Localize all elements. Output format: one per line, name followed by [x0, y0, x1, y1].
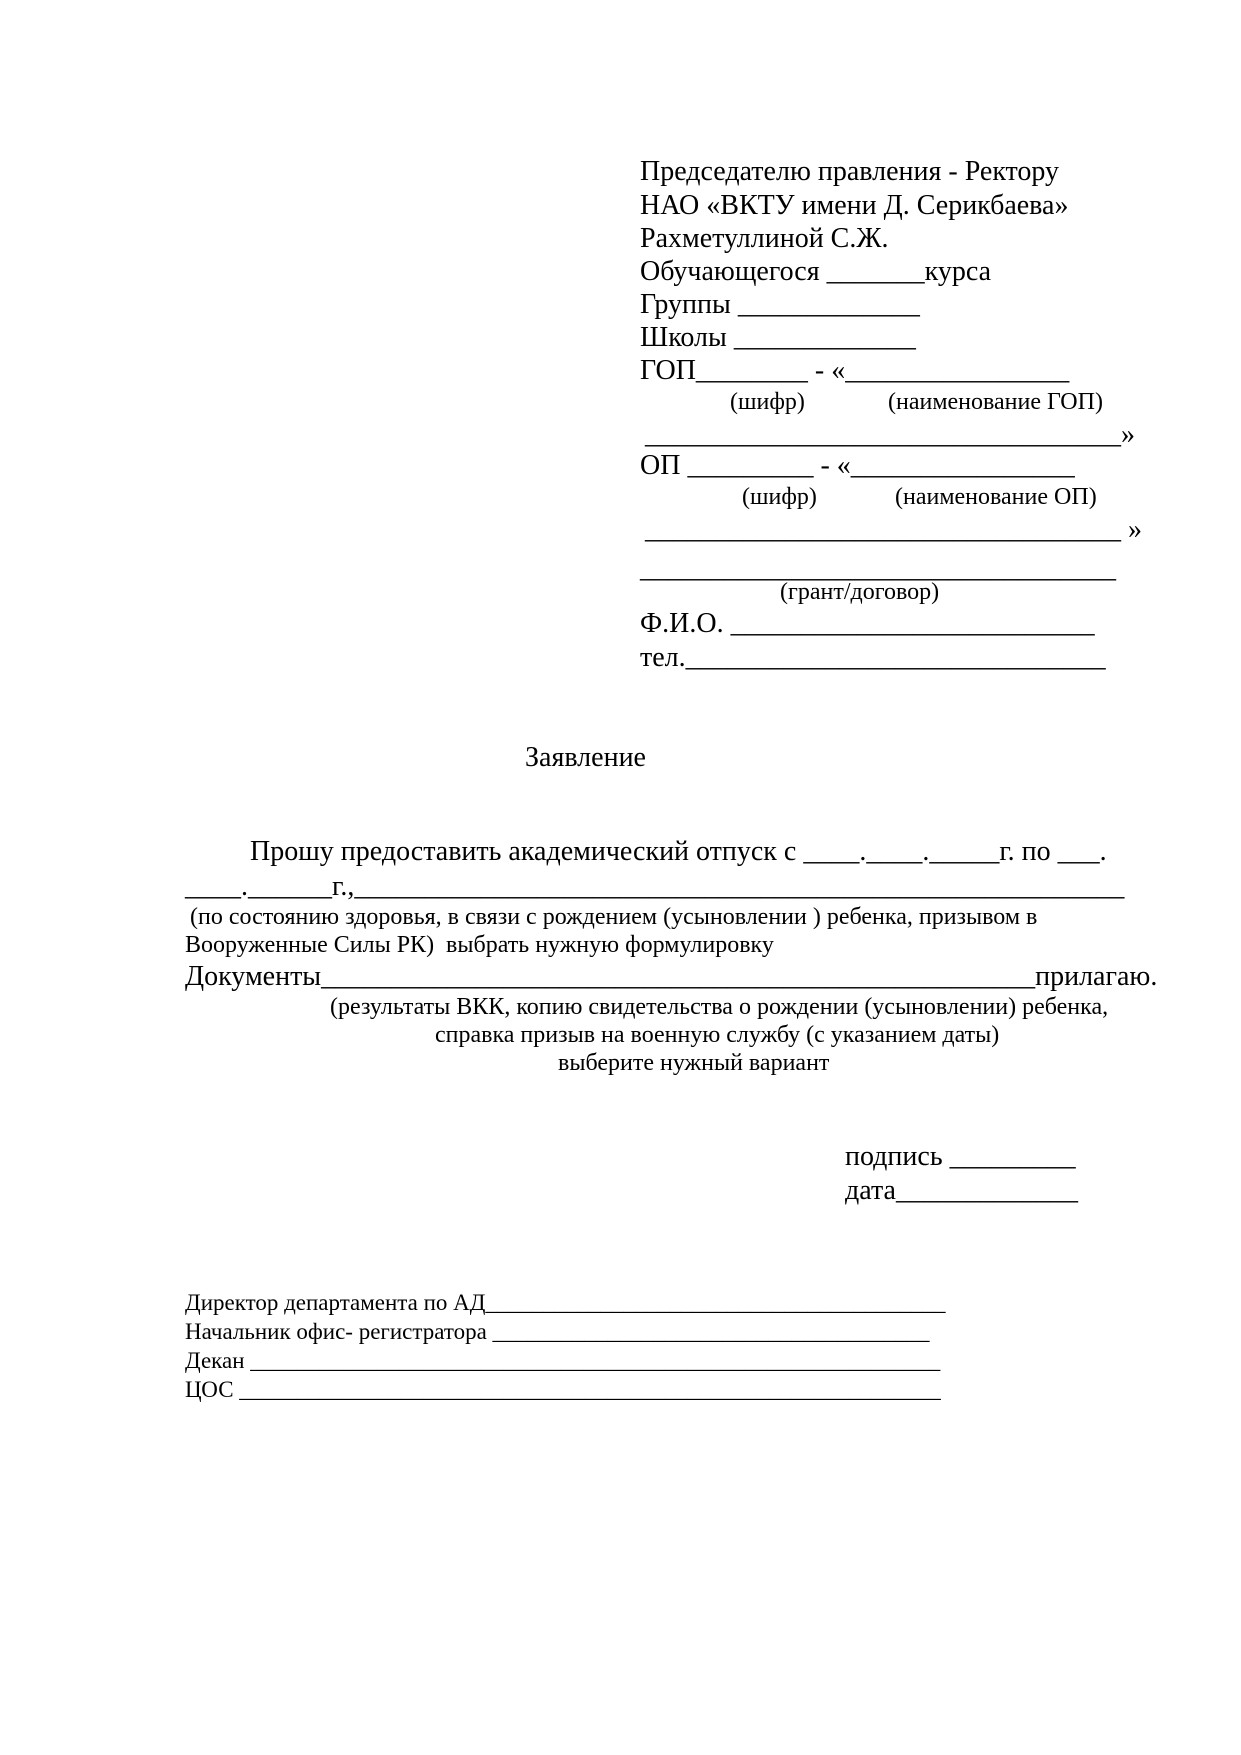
course-field[interactable]: Обучающегося _______курса [640, 256, 992, 287]
documents-field[interactable]: Документы___________________________________________________прилагаю. [185, 961, 1158, 992]
approval-director[interactable]: Директор департамента по АД________________________________________ [185, 1290, 946, 1315]
documents-hint-3: выберите нужный вариант [558, 1050, 830, 1076]
op-field[interactable]: ОП _________ - «________________ [640, 450, 1075, 481]
request-line-2[interactable]: ____.______г.,_______________________________________________________ [185, 871, 1125, 902]
op-cipher-hint: (шифр) [742, 484, 817, 510]
documents-hint-2: справка призыв на военную службу (с указанием даты) [435, 1022, 1000, 1048]
group-field[interactable]: Группы _____________ [640, 289, 920, 320]
phone-field[interactable]: тел.______________________________ [640, 642, 1106, 673]
op-name-hint: (наименование ОП) [895, 484, 1097, 510]
grant-hint: (грант/договор) [780, 579, 940, 605]
reason-hint-2: Вооруженные Силы РК) выбрать нужную формулировку [185, 932, 774, 958]
document-title: Заявление [525, 742, 646, 773]
addressee-line-3: Рахметуллиной С.Ж. [640, 223, 889, 254]
gop-cipher-hint: (шифр) [730, 389, 805, 415]
addressee-line-1: Председателю правления - Ректору [640, 156, 1060, 187]
gop-name-continuation[interactable]: __________________________________» [645, 419, 1135, 450]
documents-hint-1: (результаты ВКК, копию свидетельства о рождении (усыновлении) ребенка, [330, 994, 1109, 1020]
reason-hint-1: (по состоянию здоровья, в связи с рождением (усыновлении ) ребенка, призывом в [190, 904, 1038, 930]
addressee-line-2: НАО «ВКТУ имени Д. Серикбаева» [640, 190, 1069, 221]
op-name-continuation[interactable]: __________________________________ » [645, 514, 1142, 545]
grant-field[interactable]: __________________________________ [640, 553, 1116, 584]
gop-field[interactable]: ГОП________ - «________________ [640, 355, 1070, 386]
school-field[interactable]: Школы _____________ [640, 322, 916, 353]
approval-cos[interactable]: ЦОС _____________________________________________________________ [185, 1377, 941, 1402]
fio-field[interactable]: Ф.И.О. __________________________ [640, 608, 1095, 639]
gop-name-hint: (наименование ГОП) [888, 389, 1103, 415]
approval-dean[interactable]: Декан ____________________________________________________________ [185, 1348, 941, 1373]
approval-registrar[interactable]: Начальник офис- регистратора ______________________________________ [185, 1319, 930, 1344]
date-field[interactable]: дата_____________ [845, 1175, 1078, 1206]
signature-field[interactable]: подпись _________ [845, 1141, 1076, 1172]
request-line-1[interactable]: Прошу предоставить академический отпуск с ____.____._____г. по ___. [250, 836, 1107, 867]
